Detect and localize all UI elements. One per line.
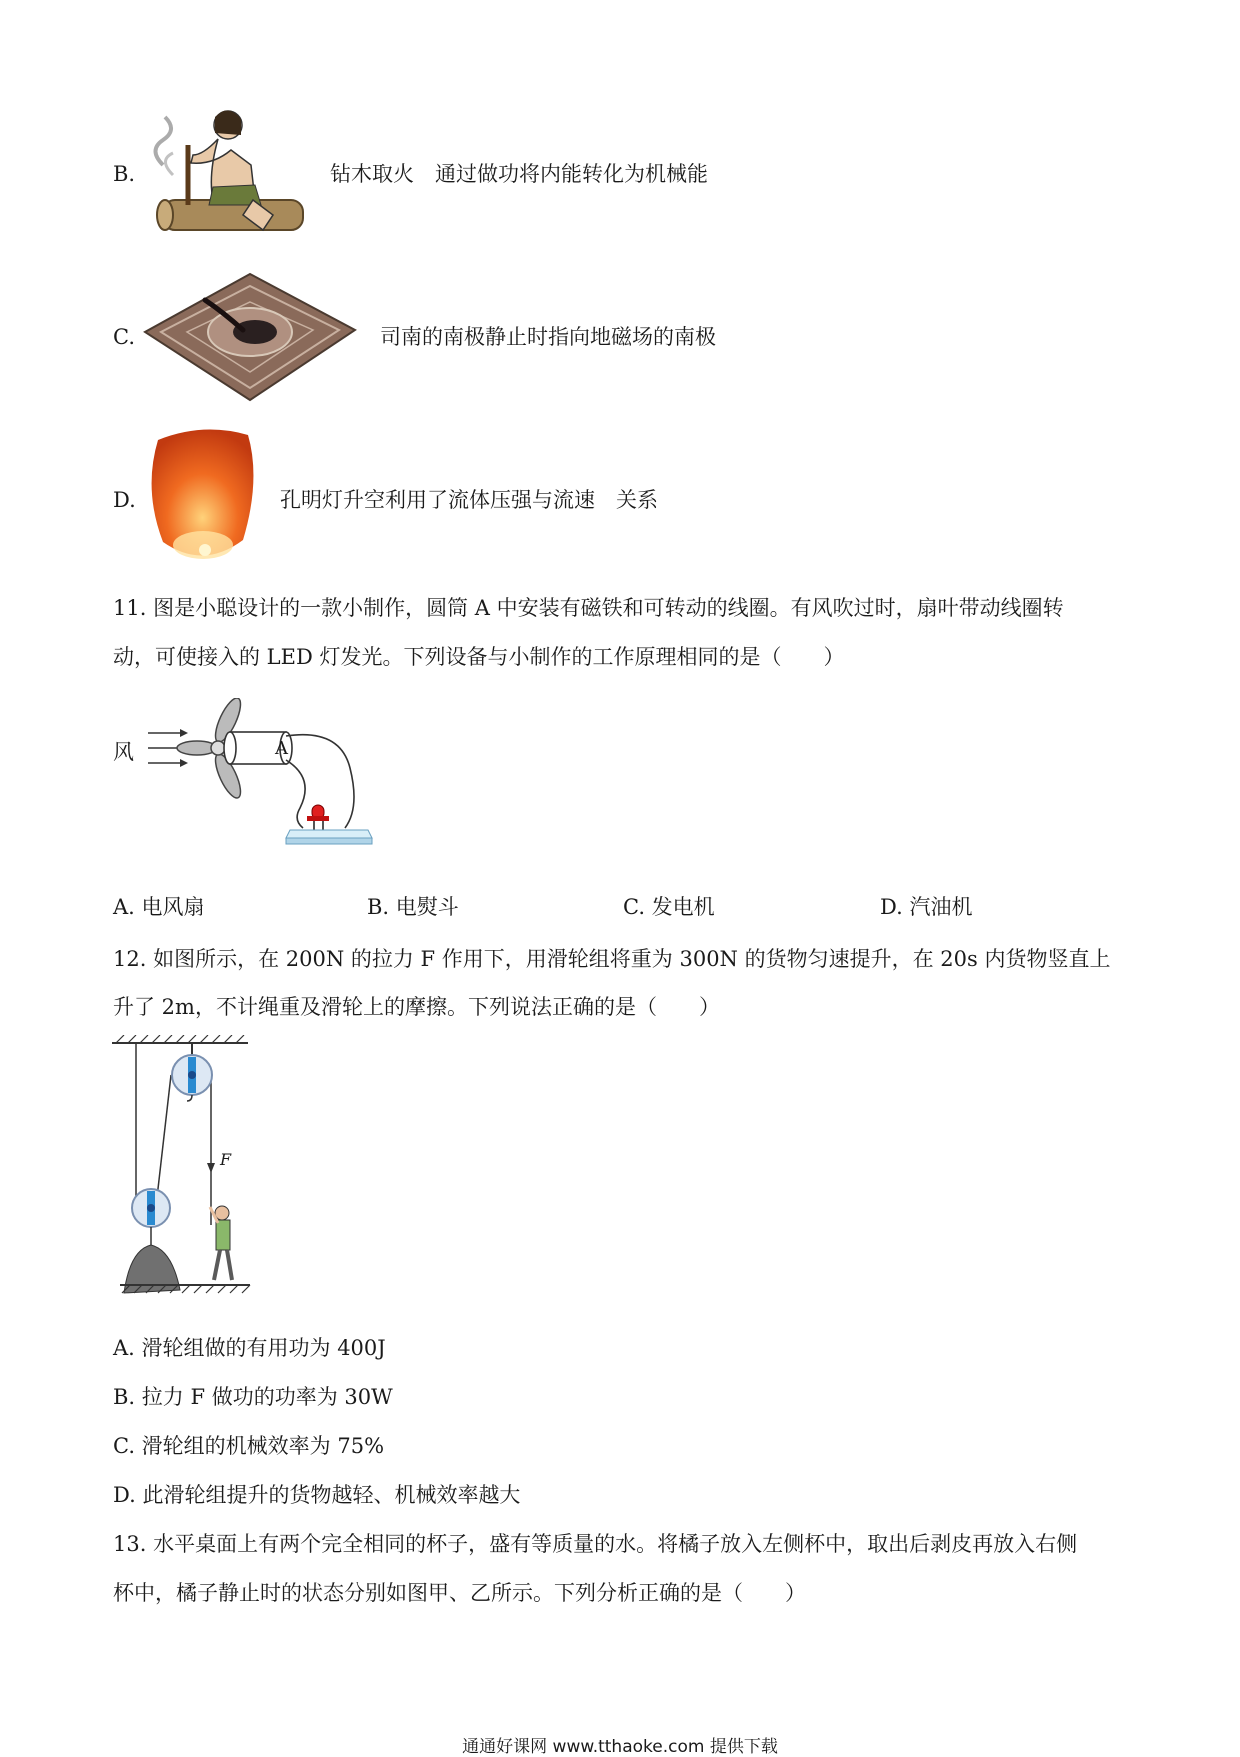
option-c-label: C. [113,325,135,349]
page-footer: 通通好课网 www.tthaoke.com 提供下载 [462,1737,778,1757]
compass-sinan-illustration [143,272,358,402]
option-d-label: D. [113,488,136,512]
q13-stem-line2: 杯中，橘子静止时的状态分别如图甲、乙所示。下列分析正确的是（ ） [113,1581,806,1605]
q11-option-a: A. 电风扇 [113,895,205,919]
q12-option-d: D. 此滑轮组提升的货物越轻、机械效率越大 [113,1483,521,1507]
q11-option-d: D. 汽油机 [880,895,973,919]
sky-lantern-illustration [143,420,263,580]
q11-option-c: C. 发电机 [623,895,715,919]
option-b-label: B. [113,162,136,186]
q12-option-c: C. 滑轮组的机械效率为 75% [113,1434,385,1458]
drilling-fire-illustration [143,105,308,245]
cylinder-a-label: A [275,738,288,759]
q12-option-b: B. 拉力 F 做功的功率为 30W [113,1385,393,1409]
q11-stem-line1: 11. 图是小聪设计的一款小制作，圆筒 A 中安装有磁铁和可转动的线圈。有风吹过时，扇叶带动线圈转 [113,596,1064,620]
pulley-system-figure [110,1035,260,1300]
wind-generator-figure [110,698,380,868]
q12-stem-line2: 升了 2m，不计绳重及滑轮上的摩擦。下列说法正确的是（ ） [113,995,720,1019]
wind-label: 风 [113,740,134,764]
force-f-label: F [220,1150,232,1169]
option-d-text: 孔明灯升空利用了流体压强与流速 关系 [280,488,658,512]
q13-stem-line1: 13. 水平桌面上有两个完全相同的杯子，盛有等质量的水。将橘子放入左侧杯中，取出后剥皮再放入右侧 [113,1532,1078,1556]
option-c-text: 司南的南极静止时指向地磁场的南极 [380,325,716,349]
q12-stem-line1: 12. 如图所示，在 200N 的拉力 F 作用下，用滑轮组将重为 300N 的货物匀速提升，在 20s 内货物竖直上 [113,947,1111,971]
option-b-text: 钻木取火 通过做功将内能转化为机械能 [330,162,708,186]
q11-stem-line2: 动，可使接入的 LED 灯发光。下列设备与小制作的工作原理相同的是（ ） [113,645,845,669]
q11-option-b: B. 电熨斗 [367,895,459,919]
q12-option-a: A. 滑轮组做的有用功为 400J [113,1336,386,1360]
